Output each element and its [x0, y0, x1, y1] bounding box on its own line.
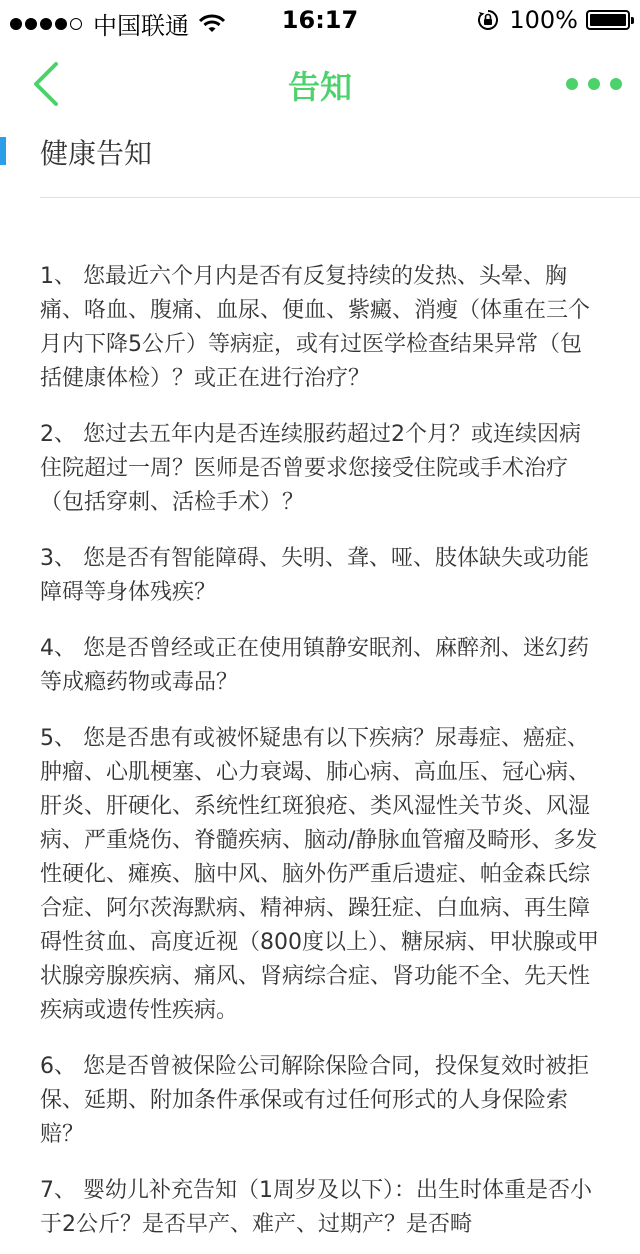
section-header [0, 128, 640, 198]
status-bar [0, 0, 640, 40]
more-dot [610, 78, 622, 90]
orientation-lock-icon [477, 9, 499, 31]
status-time: 16:17 [281, 6, 359, 34]
section-title: 健康告知 [40, 137, 153, 170]
battery-fill [590, 14, 626, 26]
more-dot [566, 78, 578, 90]
questions-list [40, 238, 602, 1254]
question-item: 5、 您是否患有或被怀疑患有以下疾病？尿毒症、癌症、肿瘤、心肌梗塞、心力衰竭、肺心病、高血压、冠心病、肝炎、肝硬化、系统性红斑狼疮、类风湿性关节炎、风湿病、严重烧伤、脊髓疾病、脑动/静脉血管瘤及畸形、多发性硬化、瘫痪、脑中风、脑外伤严重后遗症、帕金森氏综合症、阿尔茨海默病、精神病、躁狂症、白血病、再生障碍性贫血、高度近视（800度以上）、糖尿病、甲状腺或甲状腺旁腺疾病、痛风、肾病综合症、肾功能不全、先天性疾病或遗传性疾病。 [40, 726, 599, 1023]
carrier-name: 中国联通 [93, 12, 189, 40]
question-item: 6、 您是否曾被保险公司解除保险合同，投保复效时被拒保、延期、附加条件承保或有过任何形式的人身保险索赔？ [40, 1054, 589, 1147]
status-right [477, 6, 630, 34]
battery-percent: 100% [509, 6, 578, 34]
section-accent-bar [0, 137, 6, 165]
question-item: 2、 您过去五年内是否连续服药超过2个月？或连续因病住院超过一周？医师是否曾要求您接受住院或手术治疗（包括穿刺、活检手术）？ [40, 422, 581, 515]
question-item: 1、 您最近六个月内是否有反复持续的发热、头晕、胸痛、咯血、腹痛、血尿、便血、紫癜、消瘦（体重在三个月内下降5公斤）等病症，或有过医学检查结果异常（包括健康体检）？或正在进行治疗？ [40, 264, 591, 391]
section-divider [40, 197, 640, 198]
question-item: 4、 您是否曾经或正在使用镇静安眠剂、麻醉剂、迷幻药等成瘾药物或毒品？ [40, 636, 589, 695]
more-dot [588, 78, 600, 90]
question-item: 3、 您是否有智能障碍、失明、聋、哑、肢体缺失或功能障碍等身体残疾？ [40, 546, 589, 605]
battery-cap [631, 17, 634, 24]
more-button[interactable] [566, 74, 622, 94]
navigation-bar [0, 40, 640, 128]
page-title: 告知 [287, 68, 352, 106]
question-item: 7、 婴幼儿补充告知（1周岁及以下）：出生时体重是否小于2公斤？是否早产、难产、过期产？是否畸 [40, 1178, 592, 1237]
battery-icon [586, 10, 630, 30]
